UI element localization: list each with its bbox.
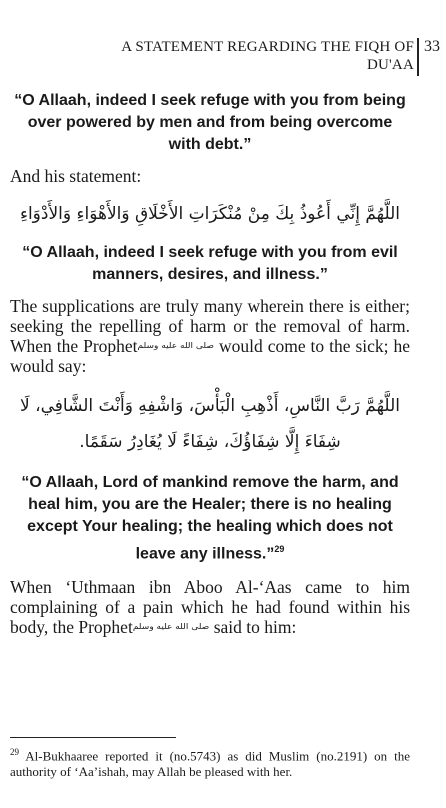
footnote-text: Al-Bukhaaree reported it (no.5743) as did Muslim (no.2191) on the authority of ‘Aa’ishah, may Allah be pleased with her. <box>10 748 410 780</box>
page-number: 33 <box>424 38 440 55</box>
footnote-ref-29[interactable]: 29 <box>274 544 285 554</box>
paragraph-supplications <box>10 296 410 376</box>
footnote-29 <box>10 744 410 780</box>
paragraph-uthmaan-text: When ‘Uthmaan ibn Aboo Al-‘Aas came to him complaining of a pain which he had found within his body, the Prophet <box>10 577 410 638</box>
quote-refuge-manners: “O Allaah, indeed I seek refuge with you from evil manners, desires, and illness.” <box>22 244 398 283</box>
paragraph-his-statement: And his statement: <box>10 166 142 186</box>
page-header <box>0 38 446 82</box>
arabic-supplication-manners: اللَّهُمَّ إِنِّي أَعُوذُ بِكَ مِنْ مُنْكَرَاتِ الأَخْلَاقِ وَالأَهْوَاءِ وَالأَدْوَاءِ <box>19 204 401 224</box>
footnote-number: 29 <box>10 747 19 757</box>
paragraph-supplications-text: The supplications are truly many wherein there is either; seeking the repelling of harm or the removal of harm. When the Prophet <box>10 296 410 356</box>
salawat-glyph: صلى الله عليه وسلم <box>137 341 215 351</box>
paragraph-uthmaan-text-end: said to him: <box>209 617 297 638</box>
quote-refuge-debt: “O Allaah, indeed I seek refuge with you from being over powered by men and from being overcome with debt.” <box>14 92 406 153</box>
salawat-glyph: صلى الله عليه وسلم <box>132 622 210 632</box>
footnote-divider <box>10 737 176 738</box>
quote-healing-text: “O Allaah, Lord of mankind remove the harm, and heal him, you are the Healer; there is no healing except Your healing; the healing which does not leave any illness.” <box>21 474 399 563</box>
header-divider <box>417 38 419 76</box>
paragraph-supplications-text-end: would come to the sick; he would say: <box>10 336 410 376</box>
paragraph-uthmaan <box>10 577 410 637</box>
running-header-title: A STATEMENT REGARDING THE FIQH OF DU'AA <box>121 39 414 73</box>
quote-healing <box>10 472 410 565</box>
page-body <box>10 86 410 637</box>
arabic-supplication-healing: اللَّهُمَّ رَبَّ النَّاسِ، أَذْهِبِ الْبَأْسَ، وَاشْفِهِ وَأَنْتَ الشَّافِي، لَا شِفَاءَ إِلَّا شِفَاؤُكَ، شِفَاءً لَا يُغَادِرُ سَقَمًا. <box>20 396 400 452</box>
